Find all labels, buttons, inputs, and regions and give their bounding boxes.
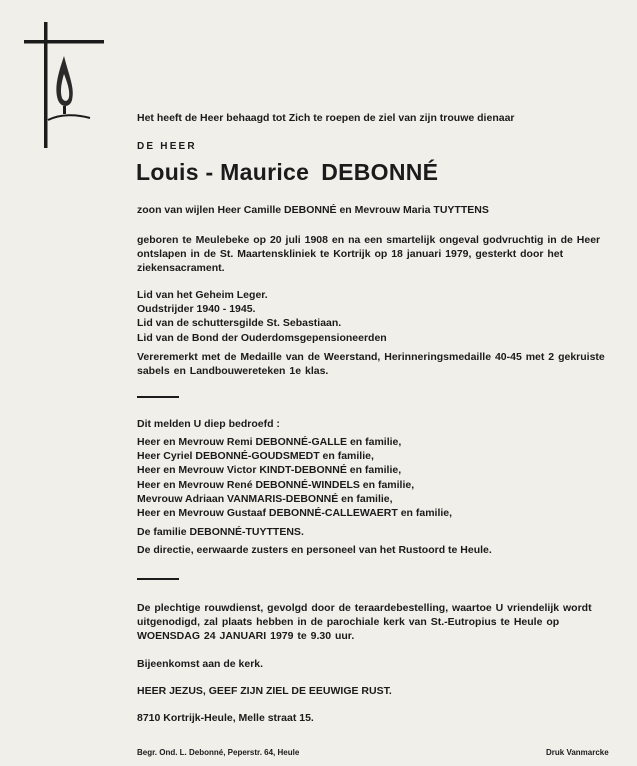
family-line: De familie DEBONNÉ-TUYTTENS. [137,526,304,538]
deceased-first-name: Louis - Maurice [136,159,310,185]
family-item: Heer en Mevrouw Gustaaf DEBONNÉ-CALLEWAERT en familie, [137,507,453,520]
birth-death-paragraph: geboren te Meulebeke op 20 juli 1908 en na een smartelijk ongeval godvruchtig in de Heer ontslapen in de St. Maartenskliniek te Kortrijk op 18 januari 1979, gesterkt door het ziekensacrament. [137,234,601,275]
families-list [137,435,452,520]
mourners-intro: Dit melden U diep bedroefd : [137,418,280,430]
parents-line: zoon van wijlen Heer Camille DEBONNÉ en Mevrouw Maria TUYTTENS [137,204,489,216]
prayer-line: HEER JEZUS, GEEF ZIJN ZIEL DE EEUWIGE RUST. [137,685,392,697]
footer-undertaker: Begr. Ond. L. Debonné, Peperstr. 64, Heule [137,748,300,757]
family-item: Heer en Mevrouw Victor KINDT-DEBONNÉ en familie, [137,464,402,477]
divider [137,578,179,580]
cross-candle-icon [20,22,110,152]
family-item: Heer Cyriel DEBONNÉ-GOUDSMEDT en familie, [137,450,374,463]
membership-item: Oudstrijder 1940 - 1945. [137,303,256,316]
deceased-name [136,159,438,185]
family-item: Heer en Mevrouw Remi DEBONNÉ-GALLE en familie, [137,436,402,448]
address-line: 8710 Kortrijk-Heule, Melle straat 15. [137,712,314,724]
service-paragraph: De plechtige rouwdienst, gevolgd door de teraardebestelling, waartoe U vriendelijk wordt uitgenodigd, zal plaats hebben in de parochiale kerk van St.-Eutropius te Heule op WOENSDAG 24 JANUARI 1979 te 9.30 uur. [137,602,592,643]
family-item: Heer en Mevrouw René DEBONNÉ-WINDELS en familie, [137,478,415,491]
deceased-last-name: DEBONNÉ [321,159,439,185]
honors-paragraph: Vereremerkt met de Medaille van de Weerstand, Herinneringsmedaille 40-45 met 2 gekruiste sabels en Landbouwereteken 1e klas. [137,351,605,378]
direction-line: De directie, eerwaarde zusters en personeel van het Rustoord te Heule. [137,544,492,556]
membership-item: Lid van de Bond der Ouderdomsgepensioneerden [137,331,387,344]
gathering-line: Bijeenkomst aan de kerk. [137,658,264,670]
membership-item: Lid van de schuttersgilde St. Sebastiaan. [137,317,342,330]
footer-printer: Druk Vanmarcke [546,748,609,757]
membership-item: Lid van het Geheim Leger. [137,289,268,301]
memberships-list [137,288,387,345]
divider [137,396,179,398]
family-item: Mevrouw Adriaan VANMARIS-DEBONNÉ en familie, [137,492,393,505]
intro-line: Het heeft de Heer behaagd tot Zich te roepen de ziel van zijn trouwe dienaar [137,112,515,124]
title-de-heer: DE HEER [137,141,197,152]
